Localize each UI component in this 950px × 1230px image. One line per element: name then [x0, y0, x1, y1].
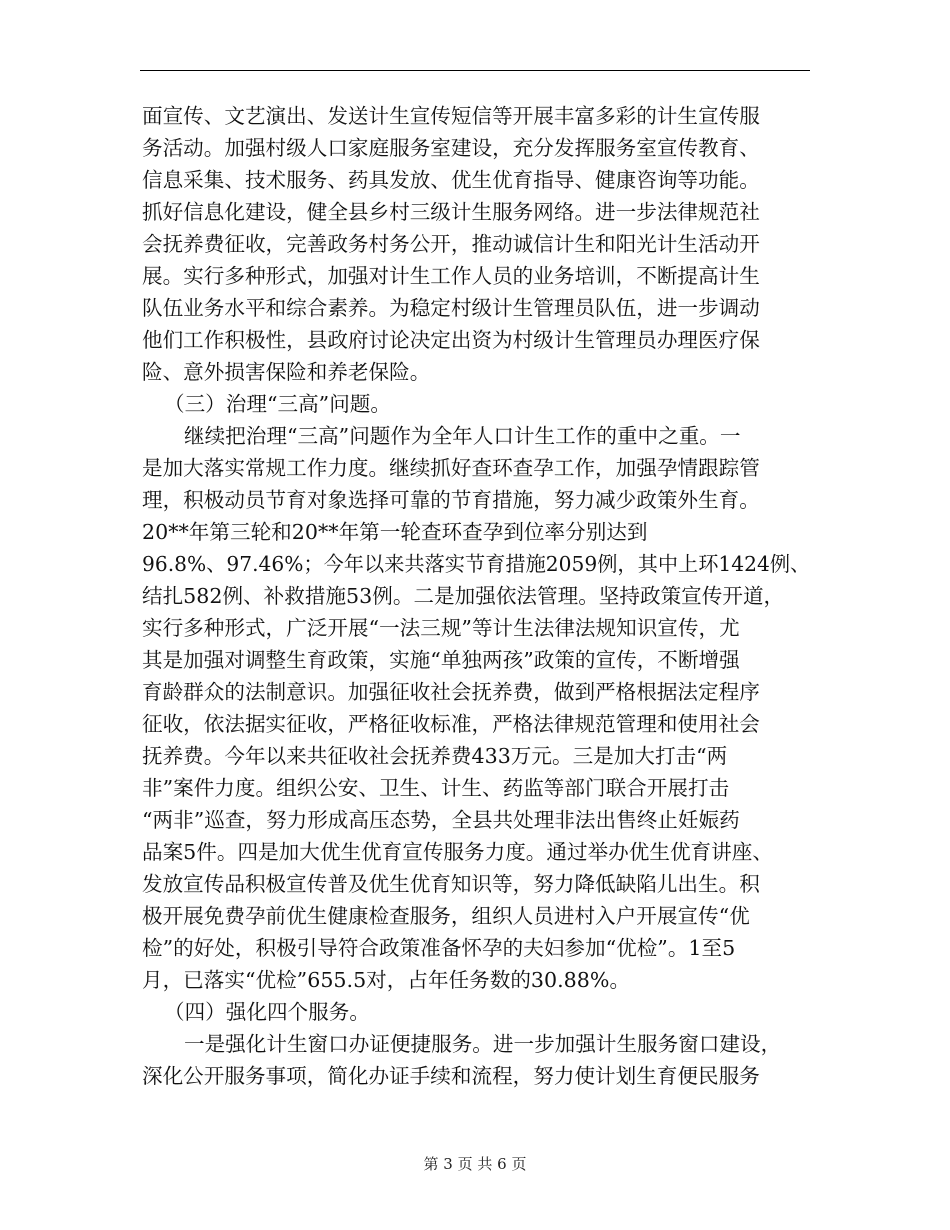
text-line: 20**年第三轮和20**年第一轮查环查孕到位率分别达到	[142, 520, 648, 544]
text-line: 征收，依法据实征收，严格征收标准，严格法律规范管理和使用社会	[142, 712, 760, 736]
text-line: 险、意外损害保险和养老保险。	[142, 360, 431, 384]
text-line: 务活动。加强村级人口家庭服务室建设，充分发挥服务室宣传教育、	[142, 136, 760, 160]
text-line: 实行多种形式，广泛开展“一法三规”等计生法律法规知识宣传，尤	[142, 616, 740, 640]
text-line: 继续把治理“三高”问题作为全年人口计生工作的重中之重。一	[184, 424, 741, 448]
text-line: 一是强化计生窗口办证便捷服务。进一步加强计生服务窗口建设，	[184, 1032, 782, 1056]
text-line: 发放宣传品积极宣传普及优生优育知识等，努力降低缺陷儿出生。积	[142, 872, 760, 896]
text-line: 品案5件。四是加大优生优育宣传服务力度。通过举办优生优育讲座、	[142, 840, 773, 864]
text-line: 育龄群众的法制意识。加强征收社会抚养费，做到严格根据法定程序	[142, 680, 760, 704]
text-line: 他们工作积极性，县政府讨论决定出资为村级计生管理员办理医疗保	[142, 328, 760, 352]
page-number: 第 3 页 共 6 页	[423, 1155, 527, 1173]
text-line: 深化公开服务事项，简化办证手续和流程，努力使计划生育便民服务	[142, 1064, 760, 1088]
text-line: 抓好信息化建设，健全县乡村三级计生服务网络。进一步法律规范社	[142, 200, 760, 224]
header-rule	[140, 70, 810, 71]
text-line: 展。实行多种形式，加强对计生工作人员的业务培训，不断提高计生	[142, 264, 760, 288]
text-line: 结扎582例、补救措施53例。二是加强依法管理。坚持政策宣传开道，	[142, 584, 785, 608]
text-line: 96.8%、97.46%；今年以来共落实节育措施2059例，其中上环1424例、	[142, 552, 811, 576]
text-line: 月，已落实“优检”655.5对，占年任务数的30.88%。	[142, 968, 631, 992]
text-line: “两非”巡查，努力形成高压态势，全县共处理非法出售终止妊娠药	[142, 808, 740, 832]
section-heading: （三）治理“三高”问题。	[164, 392, 391, 416]
section-heading: （四）强化四个服务。	[164, 1000, 370, 1024]
text-line: 非”案件力度。组织公安、卫生、计生、药监等部门联合开展打击	[142, 776, 730, 800]
text-line: 面宣传、文艺演出、发送计生宣传短信等开展丰富多彩的计生宣传服	[142, 104, 760, 128]
text-line: 会抚养费征收，完善政务村务公开，推动诚信计生和阳光计生活动开	[142, 232, 760, 256]
text-line: 队伍业务水平和综合素养。为稳定村级计生管理员队伍，进一步调动	[142, 296, 760, 320]
text-line: 理，积极动员节育对象选择可靠的节育措施，努力减少政策外生育。	[142, 488, 760, 512]
text-line: 抚养费。今年以来共征收社会抚养费433万元。三是加大打击“两	[142, 744, 728, 768]
text-line: 极开展免费孕前优生健康检查服务，组织人员进村入户开展宣传“优	[142, 904, 750, 928]
text-line: 信息采集、技术服务、药具发放、优生优育指导、健康咨询等功能。	[142, 168, 760, 192]
text-line: 检”的好处，积极引导符合政策准备怀孕的夫妇参加“优检”。1至5	[142, 936, 736, 960]
text-line: 其是加强对调整生育政策，实施“单独两孩”政策的宣传，不断增强	[142, 648, 740, 672]
text-line: 是加大落实常规工作力度。继续抓好查环查孕工作，加强孕情跟踪管	[142, 456, 760, 480]
